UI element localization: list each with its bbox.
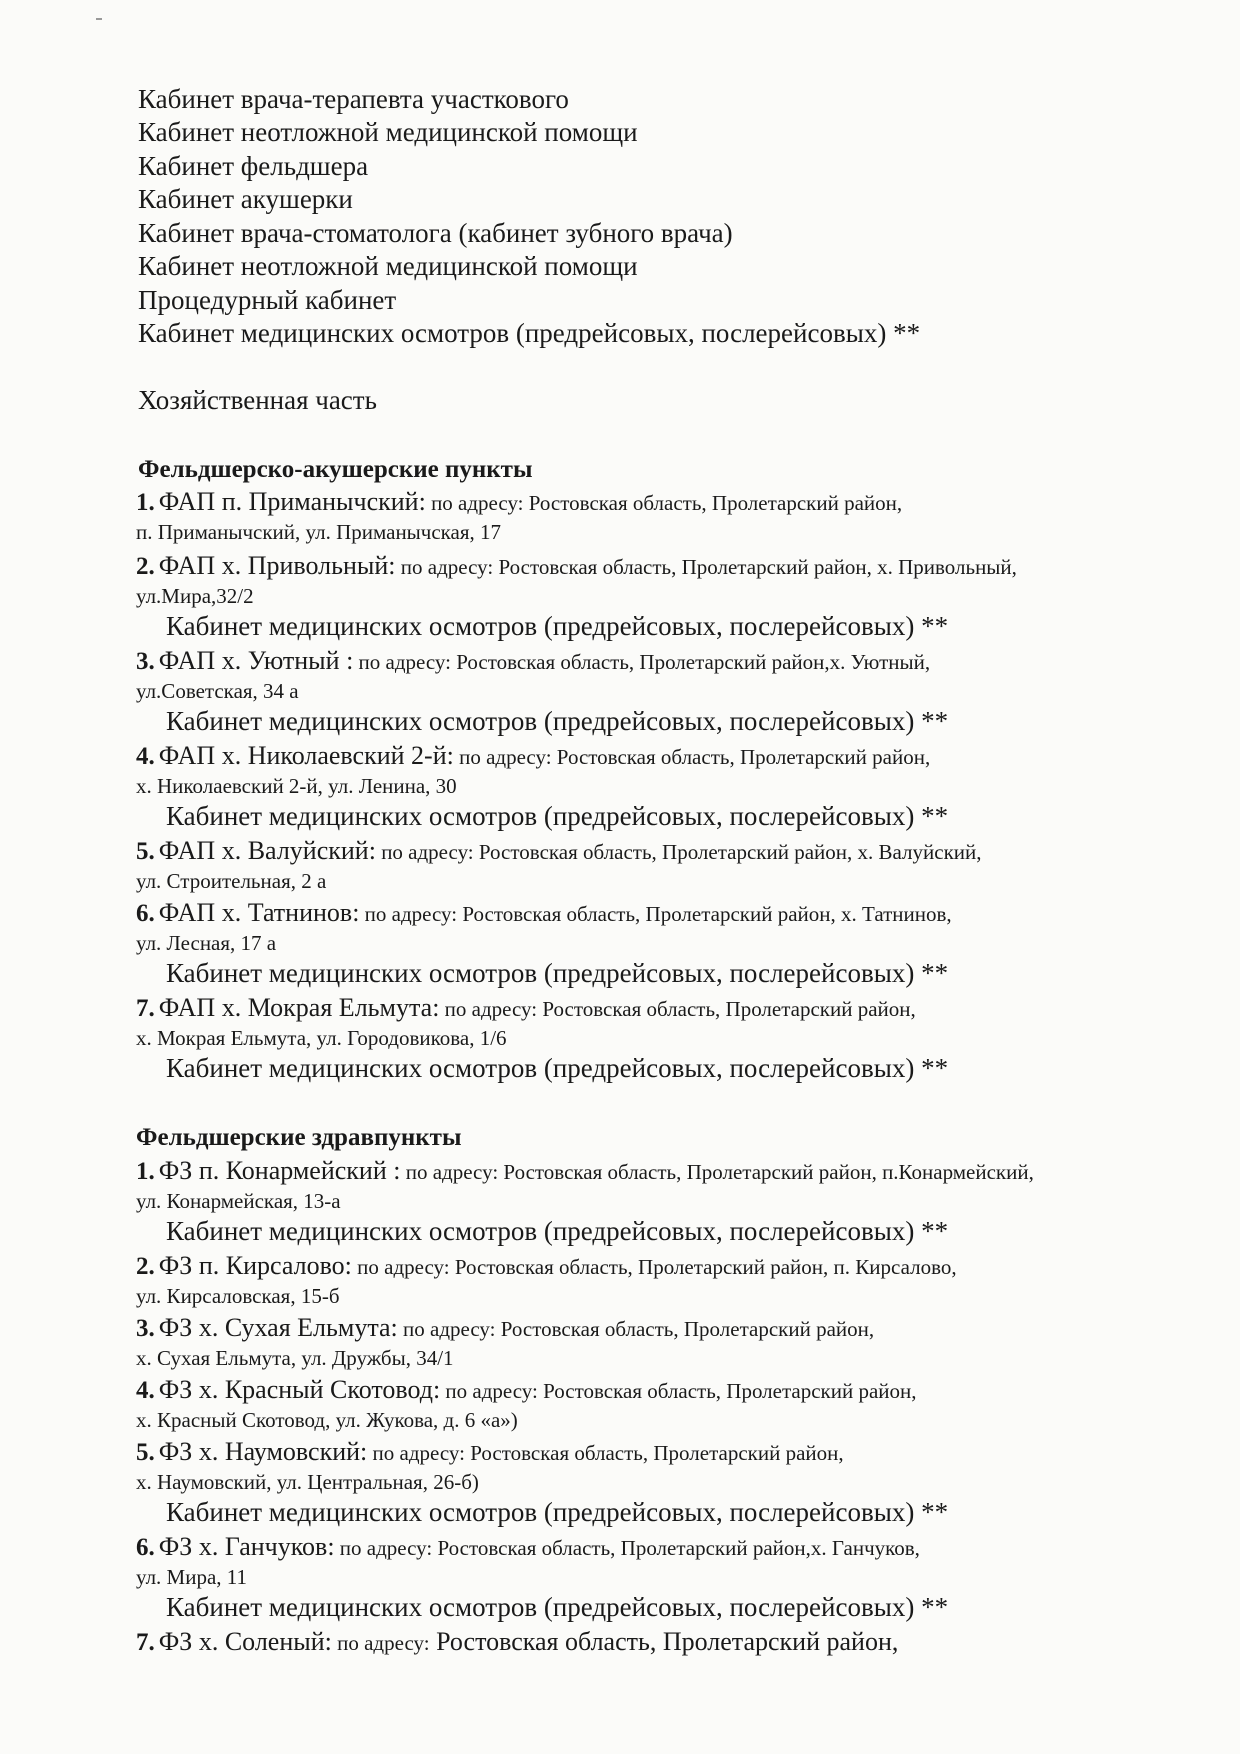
scan-mark	[96, 18, 102, 20]
fap-item-2	[136, 551, 1017, 581]
medical-exam-room: Кабинет медицинских осмотров (предрейсовых, послерейсовых) **	[166, 958, 949, 988]
item-address: по адресу: Ростовская область, Пролетарский район,х. Ганчуков,	[334, 1536, 920, 1560]
item-address-line2: ул. Мира, 11	[136, 1565, 248, 1589]
item-number: 2.	[136, 1253, 155, 1280]
item-address: по адресу: Ростовская область, Пролетарский район, х. Привольный,	[395, 555, 1017, 579]
item-address: по адресу: Ростовская область, Пролетарский район, п.Конармейский,	[400, 1160, 1034, 1184]
item-number: 5.	[136, 838, 155, 865]
item-number: 1.	[136, 1158, 155, 1185]
item-address-line2: ул. Строительная, 2 а	[136, 869, 327, 893]
item-name: ФЗ х. Соленый:	[158, 1627, 332, 1656]
fz-item-2	[136, 1251, 957, 1281]
item-address: по адресу: Ростовская область, Пролетарский район,	[440, 1379, 917, 1403]
item-number: 4.	[136, 1377, 155, 1404]
item-address: по адресу: Ростовская область, Пролетарский район,	[425, 491, 903, 515]
item-number: 4.	[136, 743, 155, 770]
room-item: Кабинет акушерки	[138, 184, 353, 214]
medical-exam-room: Кабинет медицинских осмотров (предрейсовых, послерейсовых) **	[166, 1053, 949, 1083]
fap-item-6	[136, 898, 952, 928]
item-address-line2: ул. Лесная, 17 а	[136, 931, 277, 955]
item-name: ФАП х. Татнинов:	[158, 898, 360, 927]
room-item: Процедурный кабинет	[138, 285, 397, 315]
item-address-line2: х. Сухая Ельмута, ул. Дружбы, 34/1	[136, 1346, 454, 1370]
item-address: по адресу: Ростовская область, Пролетарский район,	[397, 1317, 875, 1341]
medical-exam-room: Кабинет медицинских осмотров (предрейсовых, послерейсовых) **	[166, 611, 949, 641]
item-address: по адресу: Ростовская область, Пролетарский район, х. Валуйский,	[375, 840, 982, 864]
fz-item-7	[136, 1627, 898, 1657]
fap-item-1	[136, 487, 902, 517]
room-item: Кабинет неотложной медицинской помощи	[138, 117, 638, 147]
room-item: Кабинет фельдшера	[138, 151, 369, 181]
medical-exam-room: Кабинет медицинских осмотров (предрейсовых, послерейсовых) **	[166, 1497, 949, 1527]
item-address-line2: п. Приманычский, ул. Приманычская, 17	[136, 520, 502, 544]
room-item: Кабинет врача-терапевта участкового	[138, 84, 569, 114]
item-address-line2: х. Наумовский, ул. Центральная, 26-б)	[136, 1470, 479, 1494]
item-number: 1.	[136, 489, 155, 516]
item-name: ФАП х. Привольный:	[158, 551, 396, 580]
item-name: ФЗ п. Конармейский :	[158, 1156, 401, 1185]
item-number: 3.	[136, 648, 155, 675]
medical-exam-room: Кабинет медицинских осмотров (предрейсовых, послерейсовых) **	[166, 1216, 949, 1246]
room-item: Кабинет медицинских осмотров (предрейсовых, послерейсовых) **	[138, 318, 921, 348]
fap-item-4	[136, 741, 930, 771]
item-address: по адресу: Ростовская область, Пролетарский район, х. Татнинов,	[359, 902, 952, 926]
item-name: ФАП п. Приманычский:	[158, 487, 426, 516]
fz-item-6	[136, 1532, 920, 1562]
item-address: по адресу: Ростовская область, Пролетарский район, п. Кирсалово,	[351, 1255, 957, 1279]
fap-item-7	[136, 993, 916, 1023]
item-address: по адресу: Ростовская область, Пролетарский район,	[367, 1441, 844, 1465]
item-name: ФАП х. Николаевский 2-й:	[158, 741, 454, 770]
item-name: ФЗ х. Красный Скотовод:	[158, 1375, 441, 1404]
item-address-region: Ростовская область, Пролетарский район,	[429, 1627, 899, 1656]
household-section: Хозяйственная часть	[138, 385, 377, 415]
fz-item-1	[136, 1156, 1034, 1186]
medical-exam-room: Кабинет медицинских осмотров (предрейсовых, послерейсовых) **	[166, 706, 949, 736]
item-name: ФЗ п. Кирсалово:	[158, 1251, 352, 1280]
item-address-line2: ул. Кирсаловская, 15-б	[136, 1284, 340, 1308]
item-address: по адресу:	[331, 1631, 430, 1655]
fap-heading: Фельдшерско-акушерские пункты	[138, 456, 533, 483]
item-name: ФАП х. Валуйский:	[158, 836, 376, 865]
medical-exam-room: Кабинет медицинских осмотров (предрейсовых, послерейсовых) **	[166, 801, 949, 831]
item-number: 7.	[136, 995, 155, 1022]
item-name: ФАП х. Уютный :	[158, 646, 354, 675]
room-item: Кабинет врача-стоматолога (кабинет зубного врача)	[138, 218, 733, 248]
item-name: ФЗ х. Наумовский:	[158, 1437, 368, 1466]
item-address: по адресу: Ростовская область, Пролетарский район,	[453, 745, 931, 769]
item-name: ФЗ х. Ганчуков:	[158, 1532, 335, 1561]
item-number: 5.	[136, 1439, 155, 1466]
item-address: по адресу: Ростовская область, Пролетарский район,	[439, 997, 916, 1021]
fz-heading: Фельдшерские здравпункты	[136, 1124, 462, 1151]
room-item: Кабинет неотложной медицинской помощи	[138, 251, 638, 281]
item-number: 6.	[136, 1534, 155, 1561]
item-address-line2: х. Мокрая Ельмута, ул. Городовикова, 1/6	[136, 1026, 507, 1050]
item-name: ФАП х. Мокрая Ельмута:	[158, 993, 440, 1022]
item-address: по адресу: Ростовская область, Пролетарский район,х. Уютный,	[353, 650, 931, 674]
fap-item-5	[136, 836, 982, 866]
item-number: 6.	[136, 900, 155, 927]
medical-exam-room: Кабинет медицинских осмотров (предрейсовых, послерейсовых) **	[166, 1592, 949, 1622]
fz-item-4	[136, 1375, 917, 1405]
fz-item-5	[136, 1437, 844, 1467]
item-number: 2.	[136, 553, 155, 580]
item-address-line2: х. Красный Скотовод, ул. Жукова, д. 6 «а»)	[136, 1408, 518, 1432]
fap-item-3	[136, 646, 930, 676]
item-address-line2: ул.Советская, 34 а	[136, 679, 299, 703]
item-name: ФЗ х. Сухая Ельмута:	[158, 1313, 398, 1342]
fz-item-3	[136, 1313, 874, 1343]
item-address-line2: х. Николаевский 2-й, ул. Ленина, 30	[136, 774, 457, 798]
item-address-line2: ул. Конармейская, 13-а	[136, 1189, 341, 1213]
item-number: 3.	[136, 1315, 155, 1342]
item-address-line2: ул.Мира,32/2	[136, 584, 254, 608]
item-number: 7.	[136, 1629, 155, 1656]
